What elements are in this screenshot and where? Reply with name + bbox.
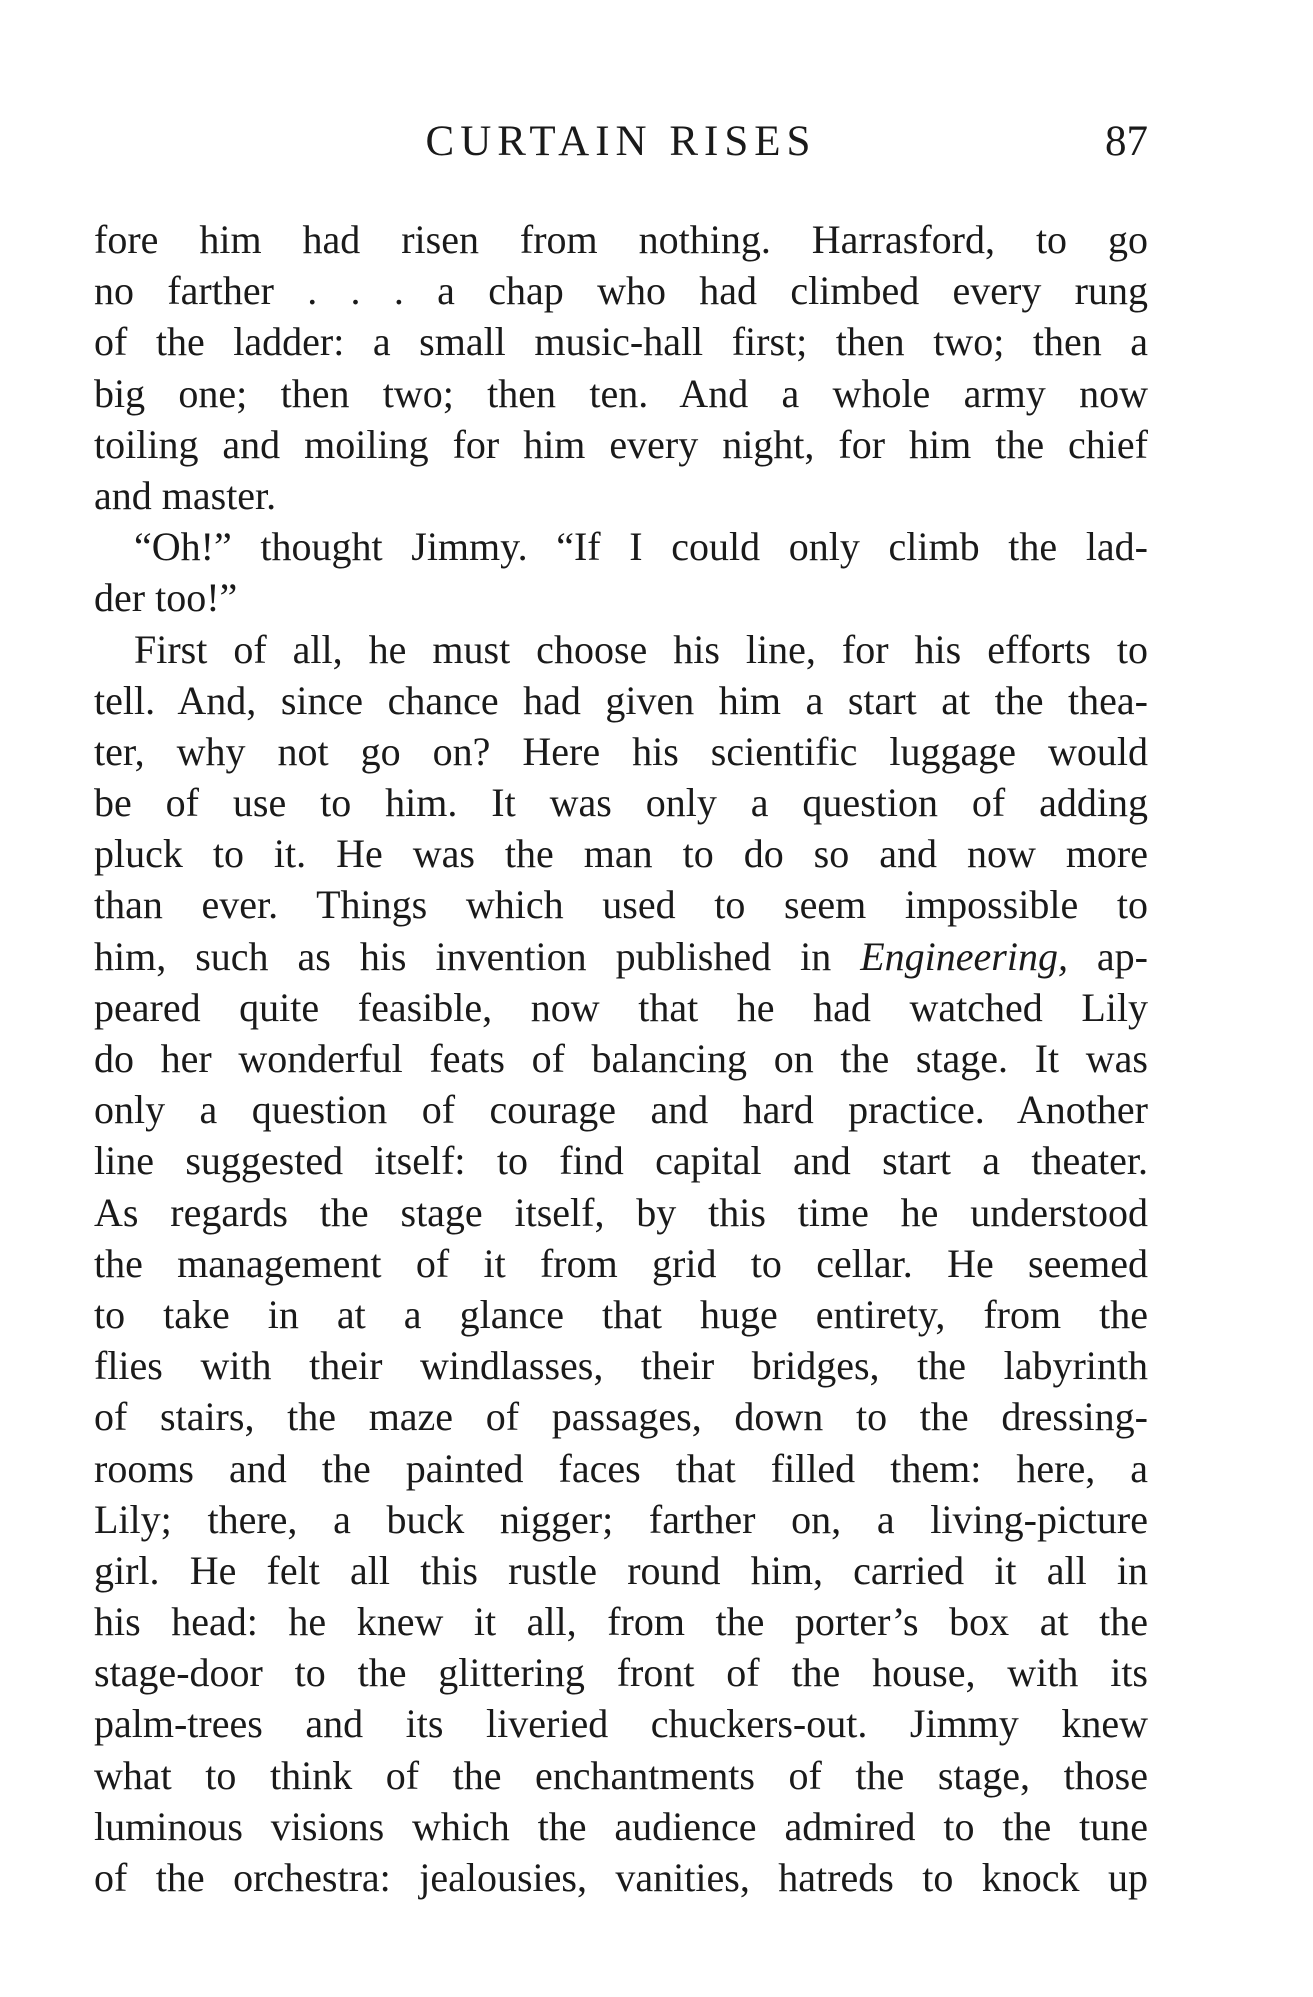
running-head	[94, 112, 1148, 172]
text-line: ter, why not go on? Here his scientific luggage would	[94, 728, 1148, 774]
text-line: to take in at a glance that huge entirety, from the	[94, 1291, 1148, 1337]
text-line: pluck to it. He was the man to do so and now more	[94, 831, 1148, 877]
text-line: girl. He felt all this rustle round him, carried it all in	[94, 1547, 1148, 1593]
text-line: rooms and the painted faces that filled them: here, a	[94, 1445, 1148, 1491]
running-title: CURTAIN RISES	[425, 118, 817, 165]
text-line	[94, 931, 1148, 982]
text-line: of stairs, the maze of passages, down to the dressing-	[94, 1394, 1148, 1440]
text-line: As regards the stage itself, by this time he understood	[94, 1189, 1148, 1235]
text-line: der too!”	[94, 575, 238, 621]
text-line: the management of it from grid to cellar. He seemed	[94, 1240, 1148, 1286]
text-line: than ever. Things which used to seem impossible to	[94, 882, 1148, 928]
text-line: and master.	[94, 472, 277, 518]
text-line: toiling and moiling for him every night, for him the chief	[94, 421, 1148, 467]
italic-title-engineering: Engineering,	[860, 933, 1068, 979]
text-line: his head: he knew it all, from the porter’s box at the	[94, 1599, 1148, 1645]
text-line-start: him, such as his invention published in	[94, 933, 861, 979]
text-line: do her wonderful feats of balancing on the stage. It was	[94, 1036, 1148, 1081]
text-line: flies with their windlasses, their bridges, the labyrinth	[94, 1343, 1148, 1389]
text-line: “Oh!” thought Jimmy. “If I could only climb the lad-	[134, 524, 1148, 570]
text-line: tell. And, since chance had given him a start at the thea-	[94, 677, 1148, 723]
text-line: First of all, he must choose his line, for his efforts to	[134, 626, 1148, 672]
text-line: stage-door to the glittering front of the house, with its	[94, 1650, 1148, 1696]
text-line: fore him had risen from nothing. Harrasford, to go	[94, 217, 1148, 262]
text-line: peared quite feasible, now that he had watched Lily	[94, 984, 1148, 1030]
text-line: of the ladder: a small music-hall first; then two; then a	[94, 319, 1148, 365]
text-line: big one; then two; then ten. And a whole army now	[94, 370, 1148, 416]
text-line: Lily; there, a buck nigger; farther on, a living-picture	[94, 1496, 1148, 1542]
body-text	[94, 214, 1148, 1903]
text-line-end: ap-	[1067, 933, 1148, 979]
text-line: only a question of courage and hard practice. Another	[94, 1087, 1148, 1133]
text-line: luminous visions which the audience admired to the tune	[94, 1803, 1148, 1849]
text-line: no farther . . . a chap who had climbed every rung	[94, 268, 1148, 314]
text-line: be of use to him. It was only a question of adding	[94, 780, 1148, 826]
text-line: palm-trees and its liveried chuckers-out. Jimmy knew	[94, 1701, 1148, 1747]
text-line: what to think of the enchantments of the stage, those	[94, 1752, 1148, 1798]
page-number: 87	[1105, 118, 1148, 165]
text-line: line suggested itself: to find capital and start a theater.	[94, 1138, 1148, 1184]
text-line: of the orchestra: jealousies, vanities, hatreds to knock up	[94, 1855, 1148, 1900]
